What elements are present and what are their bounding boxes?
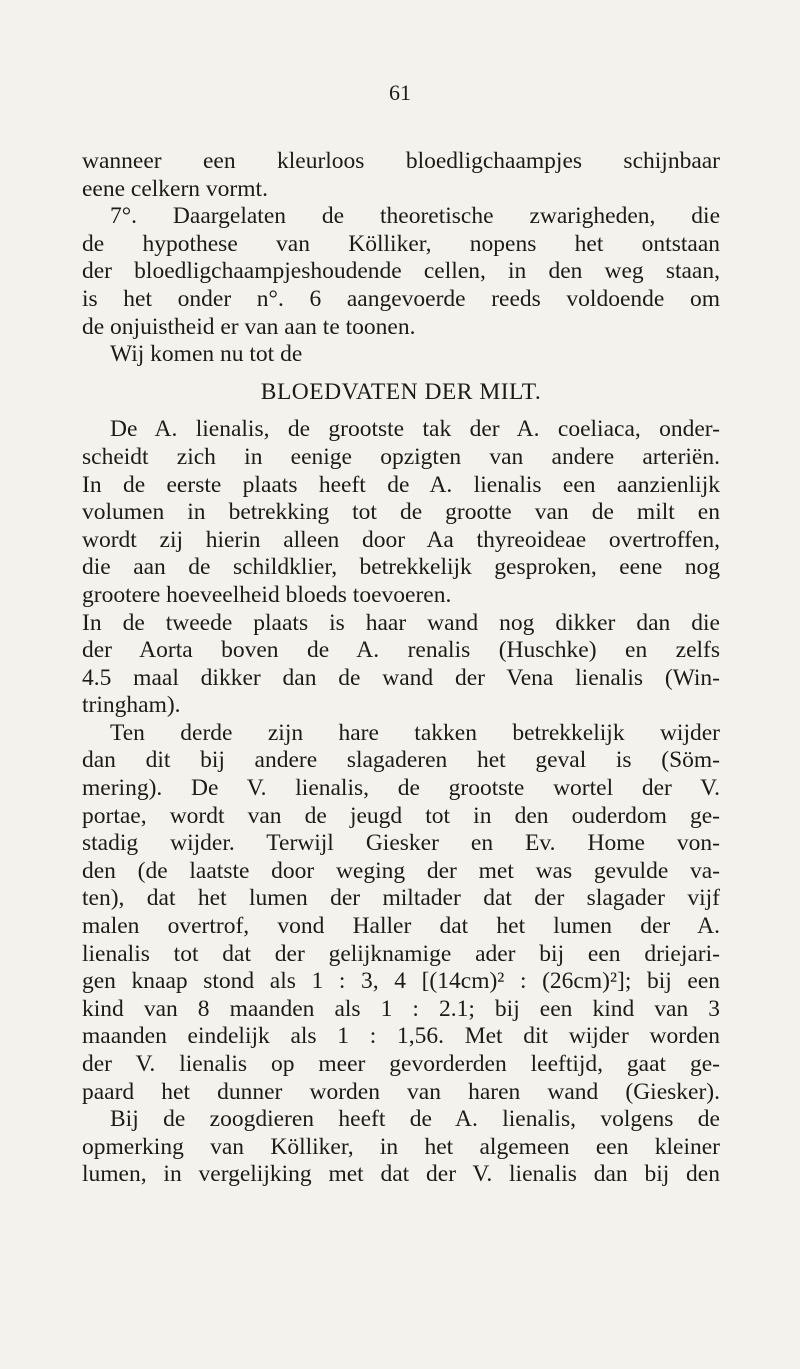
text-line: ten), dat het lumen der miltader dat der slagader vijf xyxy=(82,885,720,912)
text-line: In de tweede plaats is haar wand nog dikker dan die xyxy=(82,609,720,636)
text-line: maanden eindelijk als 1 : 1,56. Met dit wijder worden xyxy=(82,1023,720,1050)
text-line: der V. lienalis op meer gevorderden leeftijd, gaat ge- xyxy=(82,1051,720,1077)
text-line: den (de laatste door weging der met was gevulde va- xyxy=(82,857,720,884)
text-line: wanneer een kleurloos bloedligchaampjes schijnbaar xyxy=(82,148,720,174)
text-line: mering). De V. lienalis, de grootste wortel der V. xyxy=(82,775,720,802)
text-line: portae, wordt van de jeugd tot in den ouderdom ge- xyxy=(82,802,720,829)
text-line: is het onder n°. 6 aangevoerde reeds voldoende om xyxy=(82,285,720,312)
text-line: malen overtrof, vond Haller dat het lumen der A. xyxy=(82,913,720,940)
text-line: der Aorta boven de A. renalis (Huschke) en zelfs xyxy=(82,637,720,664)
text-line: volumen in betrekking tot de grootte van de milt en xyxy=(82,499,720,526)
text-line: gen knaap stond als 1 : 3, 4 [(14cm)² : (26cm)²]; bij een xyxy=(82,968,720,995)
text-line: Ten derde zijn hare takken betrekkelijk wijder xyxy=(110,719,720,746)
text-line: de onjuistheid er van aan te toonen. xyxy=(82,313,416,340)
text-line: In de eerste plaats heeft de A. lienalis een aanzienlijk xyxy=(82,471,720,498)
text-line: Bij de zoogdieren heeft de A. lienalis, volgens de xyxy=(110,1106,720,1133)
text-line: De A. lienalis, de grootste tak der A. coeliaca, onder- xyxy=(110,416,720,443)
text-line: lumen, in vergelijking met dat der V. lienalis dan bij den xyxy=(82,1161,720,1188)
text-line: grootere hoeveelheid bloeds toevoeren. xyxy=(82,581,452,608)
text-line: opmerking van Kölliker, in het algemeen een kleiner xyxy=(82,1133,720,1160)
section-heading: BLOEDVATEN DER MILT. xyxy=(260,378,542,405)
text-line: eene celkern vormt. xyxy=(82,175,268,202)
text-line: der bloedligchaampjeshoudende cellen, in den weg staan, xyxy=(82,258,720,285)
text-line: 7°. Daargelaten de theoretische zwarigheden, die xyxy=(110,203,720,230)
text-line: 4.5 maal dikker dan de wand der Vena lienalis (Win- xyxy=(82,664,720,691)
text-line: scheidt zich in eenige opzigten van andere arteriën. xyxy=(82,443,720,470)
text-line: tringham). xyxy=(82,692,181,719)
text-line: dan dit bij andere slagaderen het geval is (Söm- xyxy=(82,747,720,774)
page-number: 61 xyxy=(389,80,411,105)
text-line: wordt zij hierin alleen door Aa thyreoideae overtroffen, xyxy=(82,526,720,553)
text-line: de hypothese van Kölliker, nopens het ontstaan xyxy=(82,230,720,257)
body-text xyxy=(82,148,720,1189)
text-line: die aan de schildklier, betrekkelijk gesproken, eene nog xyxy=(82,554,720,581)
text-line: paard het dunner worden van haren wand (Giesker). xyxy=(82,1078,720,1105)
text-line: Wij komen nu tot de xyxy=(110,341,303,368)
text-line: stadig wijder. Terwijl Giesker en Ev. Home von- xyxy=(82,830,720,857)
text-line: lienalis tot dat der gelijknamige ader bij een driejari- xyxy=(82,940,720,967)
text-line: kind van 8 maanden als 1 : 2.1; bij een kind van 3 xyxy=(82,995,720,1022)
